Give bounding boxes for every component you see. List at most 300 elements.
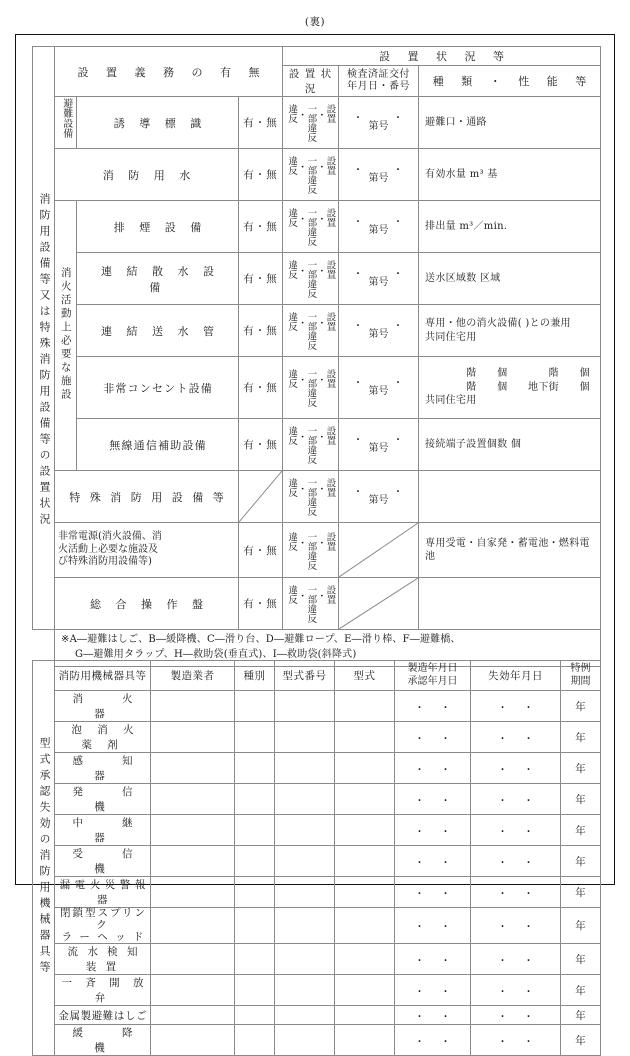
table-row — [33, 944, 601, 975]
cell-category[interactable] — [235, 1006, 275, 1025]
table-row — [33, 846, 601, 877]
equipment-name: 漏 電 火 災 警 報 器 — [55, 877, 151, 908]
kind-performance-cell[interactable] — [419, 578, 601, 630]
status-violation[interactable]: 違反 — [286, 369, 298, 388]
cert-dai: 第 — [368, 225, 379, 236]
table-row — [33, 419, 601, 471]
cert-number-line — [339, 443, 418, 454]
status-sep-1: ・ — [314, 318, 326, 328]
equipment-name: 消 防 用 水 — [55, 149, 239, 201]
cert-number-line — [339, 277, 418, 288]
cell-expiry-date[interactable]: ・ ・ — [471, 784, 561, 815]
status-violation[interactable]: 違反 — [286, 585, 298, 604]
status-installed[interactable]: 設置 — [324, 104, 336, 123]
cert-number-line — [339, 225, 418, 236]
col-header-mfg-line1: 製造年月日 — [407, 663, 458, 674]
cell-special-period[interactable]: 年 — [561, 877, 601, 908]
install-status-cell[interactable] — [283, 523, 339, 578]
kind-performance-cell[interactable]: 専用受電・自家発・蓄電池・燃料電池 — [419, 523, 601, 578]
cell-special-period[interactable]: 年 — [561, 784, 601, 815]
duty-options[interactable]: 有・無 — [239, 419, 283, 471]
status-sep-2: ・ — [295, 162, 307, 172]
cert-number-line — [339, 329, 418, 340]
status-violation[interactable]: 違反 — [286, 478, 298, 497]
table-row — [33, 305, 601, 357]
equipment-name: 発 信 機 — [55, 784, 151, 815]
cell-model-number[interactable] — [275, 908, 335, 944]
cert-gou: 号 — [378, 329, 389, 340]
cell-expiry-date[interactable]: ・ ・ — [471, 908, 561, 944]
kind-line-2: 階 個 地下街 個 — [425, 381, 590, 393]
cell-model-type[interactable] — [335, 722, 395, 753]
equipment-name — [55, 908, 151, 944]
col-header-expiry-date: 失効年月日 — [471, 661, 561, 691]
equipment-name: 排 煙 設 備 — [77, 201, 239, 253]
equipment-name: 無線通信補助設備 — [77, 419, 239, 471]
status-installed[interactable]: 設置 — [324, 156, 336, 175]
cell-manufacture-date[interactable]: ・ ・ — [395, 908, 471, 944]
cert-number-line — [339, 121, 418, 132]
status-sep-2: ・ — [295, 591, 307, 601]
equipment-name: 連 結 送 水 管 — [77, 305, 239, 357]
cert-date-dots: ・・ — [353, 269, 434, 280]
status-installed[interactable]: 設置 — [324, 426, 336, 445]
kind-line-2: 共同住宅用 — [425, 331, 477, 343]
cert-gou: 号 — [378, 386, 389, 397]
equipment-name: 受 信 機 — [55, 846, 151, 877]
header-blank-outer — [33, 47, 55, 97]
cert-number-field[interactable] — [339, 267, 434, 290]
equipment-name: 非常コンセント設備 — [77, 357, 239, 419]
header-kind-performance: 種 類 ・ 性 能 等 — [419, 66, 601, 97]
cell-category[interactable] — [235, 691, 275, 722]
cert-gou: 号 — [378, 173, 389, 184]
install-status-cell[interactable] — [283, 578, 339, 630]
cert-number-line — [339, 495, 418, 506]
diagonal-strike-icon — [339, 578, 418, 629]
equipment-name-line-3: び特殊消防用設備等) — [58, 556, 152, 568]
install-status-cell[interactable] — [283, 305, 339, 357]
cert-date-dots: ・・ — [353, 378, 434, 389]
equipment-name: 流 水 検 知 装 置 — [55, 944, 151, 975]
status-partial-violation[interactable]: 一部違反 — [305, 478, 317, 516]
cert-cell-struck-out — [339, 578, 419, 630]
cert-date-dots: ・・ — [353, 113, 434, 124]
cell-manufacture-date[interactable]: ・ ・ — [395, 944, 471, 975]
table-row — [33, 691, 601, 722]
cert-number-cell[interactable] — [339, 357, 434, 419]
subgroup-label-evacuation — [55, 97, 77, 149]
col-header-special-line1: 特例 — [570, 663, 591, 674]
cert-dai: 第 — [368, 121, 379, 132]
kind-performance-cell[interactable] — [419, 357, 601, 419]
col-header-model-number: 型式番号 — [275, 661, 335, 691]
back-side-label: (裏) — [304, 16, 326, 28]
cell-special-period[interactable]: 年 — [561, 1006, 601, 1025]
equipment-name: 金属製避難はしご — [55, 1006, 151, 1025]
cert-number-line — [339, 173, 418, 184]
cell-model-number[interactable] — [275, 815, 335, 846]
cell-model-type[interactable] — [335, 975, 395, 1006]
cell-category[interactable] — [235, 815, 275, 846]
duty-options[interactable]: 有・無 — [239, 253, 283, 305]
table-row — [33, 1025, 601, 1056]
header-cert-line2: 年月日・番号 — [347, 81, 411, 92]
status-sep-1: ・ — [314, 110, 326, 120]
cell-model-type[interactable] — [335, 784, 395, 815]
table-row — [33, 784, 601, 815]
status-violation[interactable]: 違反 — [286, 156, 298, 175]
cell-special-period[interactable]: 年 — [561, 691, 601, 722]
group-label-type-approval — [33, 661, 55, 1056]
cell-model-number[interactable] — [275, 1025, 335, 1056]
kind-performance-cell[interactable]: 接続端子設置個数 個 — [419, 419, 601, 471]
status-options[interactable] — [283, 207, 338, 246]
status-violation[interactable]: 違反 — [286, 260, 298, 279]
cert-dai: 第 — [368, 277, 379, 288]
status-sep-2: ・ — [295, 432, 307, 442]
cell-special-period[interactable]: 年 — [561, 722, 601, 753]
cell-model-type[interactable] — [335, 753, 395, 784]
status-partial-violation[interactable]: 一部違反 — [305, 104, 317, 142]
cert-gou: 号 — [378, 225, 389, 236]
cell-manufacture-date[interactable]: ・ ・ — [395, 753, 471, 784]
status-sep-2: ・ — [295, 484, 307, 494]
status-violation[interactable]: 違反 — [286, 531, 298, 551]
diagonal-strike-icon — [339, 523, 418, 577]
cert-number-cell[interactable] — [339, 419, 434, 471]
status-options[interactable] — [283, 425, 338, 464]
cell-special-period[interactable]: 年 — [561, 944, 601, 975]
group-label-text: 消防用設備等又は特殊消防用設備等の設置状況 — [37, 193, 51, 530]
status-sep-1: ・ — [314, 162, 326, 172]
kind-line-1: 階 個 階 個 — [425, 368, 590, 380]
cert-number-cell[interactable] — [339, 97, 434, 149]
cell-model-type[interactable] — [335, 908, 395, 944]
install-status-cell[interactable] — [283, 357, 339, 419]
cert-gou: 号 — [378, 443, 389, 454]
status-sep-1: ・ — [314, 484, 326, 494]
status-partial-violation[interactable]: 一部違反 — [305, 156, 317, 194]
col-header-model-type: 型式 — [335, 661, 395, 691]
kind-performance-cell[interactable]: 有効水量 m³ 基 — [419, 149, 601, 201]
duty-options[interactable]: 有・無 — [239, 578, 283, 630]
cell-model-number[interactable] — [275, 753, 335, 784]
cert-dai: 第 — [368, 495, 379, 506]
install-status-cell[interactable] — [283, 149, 339, 201]
kind-performance-cell[interactable]: 避難口・通路 — [419, 97, 601, 149]
type-approval-expiry-table — [32, 660, 601, 1056]
cell-model-number[interactable] — [275, 944, 335, 975]
status-sep-1: ・ — [314, 432, 326, 442]
equipment-name — [55, 523, 239, 578]
status-options[interactable] — [283, 584, 338, 623]
col-header-manufacture-date — [395, 661, 471, 691]
header-cert-date-number — [339, 66, 419, 97]
cell-category[interactable] — [235, 846, 275, 877]
table-row — [33, 578, 601, 630]
cell-model-number[interactable] — [275, 1006, 335, 1025]
header-install-status: 設 置 状 況 — [283, 66, 339, 97]
cert-date-dots: ・・ — [353, 165, 434, 176]
cell-model-type[interactable] — [335, 846, 395, 877]
cell-special-period[interactable]: 年 — [561, 753, 601, 784]
status-installed[interactable]: 設置 — [324, 208, 336, 227]
cert-number-field[interactable] — [339, 163, 434, 186]
diagonal-strike-icon — [239, 471, 282, 522]
legend-line-1: ※A―避難はしご、B―緩降機、C―滑り台、D―避難ロープ、E―滑り棒、F―避難橋、 — [61, 634, 461, 645]
status-sep-2: ・ — [295, 110, 307, 120]
status-partial-violation[interactable]: 一部違反 — [305, 585, 317, 623]
status-violation[interactable]: 違反 — [286, 426, 298, 445]
group-label-text: 型式承認失効の消防用機械器具等 — [37, 736, 51, 977]
install-status-cell[interactable] — [283, 253, 339, 305]
cert-number-field[interactable] — [339, 433, 434, 456]
duty-cell-struck-out — [239, 471, 283, 523]
col-header-manufacturer: 製造業者 — [151, 661, 235, 691]
cell-category[interactable] — [235, 975, 275, 1006]
cell-manufacture-date[interactable]: ・ ・ — [395, 846, 471, 877]
equipment-name: 誘 導 標 識 — [77, 97, 239, 149]
equipment-name: 緩 降 機 — [55, 1025, 151, 1056]
legend-line-2: G―避難用タラップ、H―救助袋(垂直式)、I―救助袋(斜降式) — [75, 648, 357, 660]
cell-manufacturer[interactable] — [151, 975, 235, 1006]
cell-manufacture-date[interactable]: ・ ・ — [395, 691, 471, 722]
status-sep-1: ・ — [314, 591, 326, 601]
cert-number-field[interactable] — [339, 319, 434, 342]
header-situation-group: 設 置 状 況 等 — [283, 47, 601, 66]
cell-category[interactable] — [235, 944, 275, 975]
kind-performance-cell[interactable] — [419, 471, 601, 523]
cell-expiry-date[interactable]: ・ ・ — [471, 691, 561, 722]
cell-manufacturer[interactable] — [151, 1025, 235, 1056]
col-header-category: 種別 — [235, 661, 275, 691]
equipment-name: 一 斉 開 放 弁 — [55, 975, 151, 1006]
status-options[interactable] — [283, 531, 338, 570]
equipment-name-line-1: 閉鎖型スプリンク — [59, 907, 148, 931]
status-installed[interactable]: 設置 — [324, 312, 336, 331]
cell-model-number[interactable] — [275, 784, 335, 815]
cert-gou: 号 — [378, 495, 389, 506]
header-cert-line1: 検査済証交付 — [347, 68, 411, 80]
status-partial-violation[interactable]: 一部違反 — [305, 531, 317, 570]
equipment-name: 連 結 散 水 設 備 — [77, 253, 239, 305]
status-installed[interactable]: 設置 — [324, 585, 336, 604]
bottom-header-row — [33, 661, 601, 691]
install-status-cell[interactable] — [283, 471, 339, 523]
cert-number-field[interactable] — [339, 111, 434, 134]
cell-special-period[interactable]: 年 — [561, 846, 601, 877]
cell-expiry-date[interactable]: ・ ・ — [471, 722, 561, 753]
cell-special-period[interactable]: 年 — [561, 908, 601, 944]
cell-special-period[interactable]: 年 — [561, 815, 601, 846]
cell-model-type[interactable] — [335, 944, 395, 975]
installation-status-table — [32, 46, 601, 667]
cert-number-cell[interactable] — [339, 253, 434, 305]
status-partial-violation[interactable]: 一部違反 — [305, 312, 317, 350]
cell-manufacturer[interactable] — [151, 944, 235, 975]
equipment-name-line-2: 火活動上必要な施設及 — [58, 543, 158, 555]
table-row — [33, 908, 601, 944]
cert-number-field[interactable] — [339, 215, 434, 238]
kind-line-3: 共同住宅用 — [425, 395, 477, 407]
cell-manufacturer[interactable] — [151, 722, 235, 753]
status-options[interactable] — [283, 155, 338, 194]
cell-expiry-date[interactable]: ・ ・ — [471, 815, 561, 846]
status-options[interactable] — [283, 368, 338, 407]
cert-dai: 第 — [368, 386, 379, 397]
cell-expiry-date[interactable]: ・ ・ — [471, 877, 561, 908]
install-status-cell[interactable] — [283, 419, 339, 471]
status-sep-2: ・ — [295, 537, 307, 547]
cell-special-period[interactable]: 年 — [561, 975, 601, 1006]
cell-expiry-date[interactable]: ・ ・ — [471, 846, 561, 877]
cell-category[interactable] — [235, 753, 275, 784]
subgroup-evacuation-text: 避難設備 — [60, 98, 72, 138]
cert-date-dots: ・・ — [353, 487, 434, 498]
cert-gou: 号 — [378, 121, 389, 132]
col-header-mfg-line2: 承認年月日 — [407, 675, 458, 687]
cell-expiry-date[interactable]: ・ ・ — [471, 1006, 561, 1025]
cert-date-dots: ・・ — [353, 435, 434, 446]
table-row — [33, 149, 601, 201]
status-sep-1: ・ — [314, 266, 326, 276]
cell-category[interactable] — [235, 722, 275, 753]
equipment-name: 総 合 操 作 盤 — [55, 578, 239, 630]
duty-options[interactable]: 有・無 — [239, 97, 283, 149]
equipment-name-line-2: ラ ー ヘ ッ ド — [61, 930, 146, 943]
cell-manufacture-date[interactable]: ・ ・ — [395, 1025, 471, 1056]
cert-date-dots: ・・ — [353, 321, 434, 332]
status-installed[interactable]: 設置 — [324, 531, 336, 551]
cell-model-number[interactable] — [275, 722, 335, 753]
status-violation[interactable]: 違反 — [286, 312, 298, 331]
status-installed[interactable]: 設置 — [324, 478, 336, 497]
col-header-equipment: 消防用機械器具等 — [55, 661, 151, 691]
cert-number-line — [339, 386, 418, 397]
equipment-name: 消 火 器 — [55, 691, 151, 722]
cert-number-cell[interactable] — [339, 201, 434, 253]
cell-model-type[interactable] — [335, 691, 395, 722]
equipment-name-line-1: 非常電源(消火設備、消 — [58, 530, 162, 542]
status-partial-violation[interactable]: 一部違反 — [305, 426, 317, 464]
table-row — [33, 815, 601, 846]
cert-number-cell[interactable] — [339, 149, 434, 201]
table-row — [33, 357, 601, 419]
table-row — [33, 722, 601, 753]
equipment-name: 特 殊 消 防 用 設 備 等 — [55, 471, 239, 523]
subgroup-label-firefighting — [55, 201, 77, 471]
cell-manufacture-date[interactable]: ・ ・ — [395, 815, 471, 846]
cert-dai: 第 — [368, 443, 379, 454]
cell-manufacture-date[interactable]: ・ ・ — [395, 784, 471, 815]
cell-expiry-date[interactable]: ・ ・ — [471, 944, 561, 975]
cert-date-dots: ・・ — [353, 217, 434, 228]
install-status-cell[interactable] — [283, 97, 339, 149]
status-sep-1: ・ — [314, 537, 326, 547]
kind-performance-cell[interactable]: 排出量 m³／min. — [419, 201, 601, 253]
cert-number-field[interactable] — [339, 376, 434, 399]
group-label-installation-status — [33, 97, 55, 630]
cert-gou: 号 — [378, 277, 389, 288]
status-sep-2: ・ — [295, 266, 307, 276]
table-row — [33, 201, 601, 253]
cell-model-type[interactable] — [335, 815, 395, 846]
status-options[interactable] — [283, 103, 338, 142]
cell-manufacture-date[interactable]: ・ ・ — [395, 722, 471, 753]
cell-manufacturer[interactable] — [151, 908, 235, 944]
cell-expiry-date[interactable]: ・ ・ — [471, 1025, 561, 1056]
cert-number-field[interactable] — [339, 485, 434, 508]
status-sep-2: ・ — [295, 318, 307, 328]
cell-model-number[interactable] — [275, 975, 335, 1006]
kind-performance-cell[interactable]: 送水区域数 区域 — [419, 253, 601, 305]
table-row — [33, 1006, 601, 1025]
duty-options[interactable]: 有・無 — [239, 523, 283, 578]
equipment-name: 感 知 器 — [55, 753, 151, 784]
cell-category[interactable] — [235, 908, 275, 944]
cell-category[interactable] — [235, 784, 275, 815]
duty-options[interactable]: 有・無 — [239, 201, 283, 253]
col-header-special-line2: 期間 — [570, 675, 591, 687]
table-row — [33, 523, 601, 578]
status-options[interactable] — [283, 477, 338, 516]
install-status-cell[interactable] — [283, 201, 339, 253]
col-header-special-period — [561, 661, 601, 691]
duty-options[interactable]: 有・無 — [239, 305, 283, 357]
cell-expiry-date[interactable]: ・ ・ — [471, 753, 561, 784]
cell-manufacturer[interactable] — [151, 1006, 235, 1025]
status-options[interactable] — [283, 259, 338, 298]
header-installation-duty: 設 置 義 務 の 有 無 — [55, 47, 283, 97]
status-installed[interactable]: 設置 — [324, 369, 336, 388]
table-row — [33, 471, 601, 523]
cell-manufacture-date[interactable]: ・ ・ — [395, 1006, 471, 1025]
cell-manufacture-date[interactable]: ・ ・ — [395, 877, 471, 908]
form-outer-border — [15, 34, 615, 1055]
kind-performance-cell[interactable] — [419, 305, 601, 357]
status-sep-1: ・ — [314, 375, 326, 385]
table-row — [33, 753, 601, 784]
cell-model-type[interactable] — [335, 1006, 395, 1025]
cell-model-type[interactable] — [335, 1025, 395, 1056]
cell-model-number[interactable] — [275, 846, 335, 877]
cell-model-number[interactable] — [275, 691, 335, 722]
status-sep-2: ・ — [295, 214, 307, 224]
kind-line-1: 専用・他の消火設備( )との兼用 — [425, 318, 571, 329]
cert-number-cell[interactable] — [339, 471, 434, 523]
status-violation[interactable]: 違反 — [286, 208, 298, 227]
cert-cell-struck-out — [339, 523, 419, 578]
status-installed[interactable]: 設置 — [324, 260, 336, 279]
cell-manufacture-date[interactable]: ・ ・ — [395, 975, 471, 1006]
status-options[interactable] — [283, 311, 338, 350]
status-violation[interactable]: 違反 — [286, 104, 298, 123]
cert-dai: 第 — [368, 329, 379, 340]
duty-options[interactable]: 有・無 — [239, 149, 283, 201]
status-partial-violation[interactable]: 一部違反 — [305, 208, 317, 246]
cert-number-cell[interactable] — [339, 305, 434, 357]
cell-expiry-date[interactable]: ・ ・ — [471, 975, 561, 1006]
cell-category[interactable] — [235, 1025, 275, 1056]
status-sep-1: ・ — [314, 214, 326, 224]
equipment-name: 中 継 器 — [55, 815, 151, 846]
status-partial-violation[interactable]: 一部違反 — [305, 369, 317, 407]
duty-options[interactable]: 有・無 — [239, 357, 283, 419]
cell-special-period[interactable]: 年 — [561, 1025, 601, 1056]
status-partial-violation[interactable]: 一部違反 — [305, 260, 317, 298]
equipment-name: 泡 消 火 薬 剤 — [55, 722, 151, 753]
